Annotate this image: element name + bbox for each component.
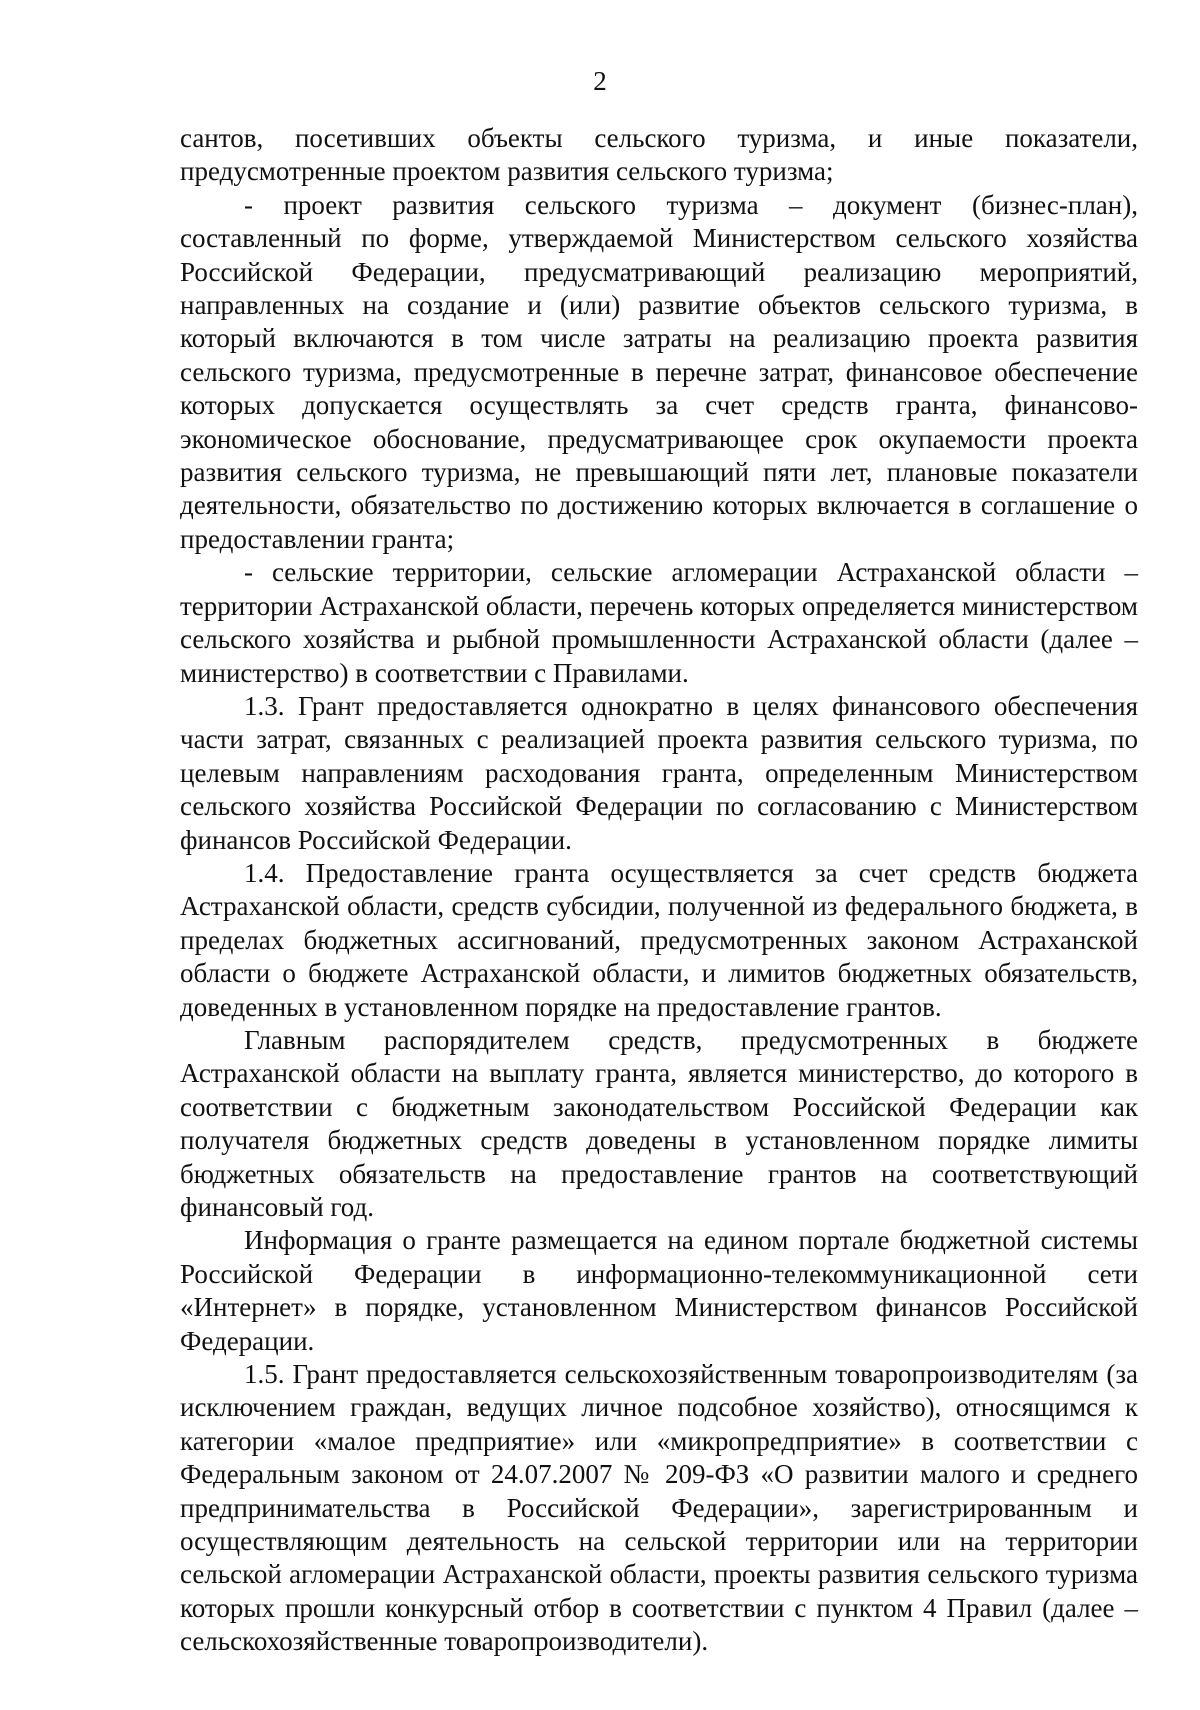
document-body: [180, 122, 1138, 1659]
page-number: 2: [593, 66, 607, 96]
paragraph-continuation: сантов, посетивших объекты сельского туризма, и иные показатели, предусмотренные проектом развития сельского туризма;: [180, 123, 1138, 187]
paragraph-rural-territories-definition: - сельские территории, сельские агломерации Астраханской области – территории Астраханской области, перечень которых определяется министерством сельского хозяйства и рыбной промышленности Астраханской области (далее – министерство) в соответствии с Правилами.: [180, 557, 1138, 688]
paragraph-project-definition: - проект развития сельского туризма – документ (бизнес-план), составленный по форме, утверждаемой Министерством сельского хозяйства Российской Федерации, предусматривающий реализацию мероприятий, направленных на создание и (или) развитие объектов сельского туризма, в который включаются в том числе затраты на реализацию проекта развития сельского туризма, предусмотренные в перечне затрат, финансовое обеспечение которых допускается осуществлять за счет средств гранта, финансово-экономическое обоснование, предусматривающее срок окупаемости проекта развития сельского туризма, не превышающий пяти лет, плановые показатели деятельности, обязательство по достижению которых включается в соглашение о предоставлении гранта;: [180, 189, 1138, 554]
paragraph-grant-information: Информация о гранте размещается на едином портале бюджетной системы Российской Федерации в информационно-телекоммуникационной сети «Интернет» в порядке, установленном Министерством финансов Российской Федерации.: [180, 1225, 1138, 1356]
paragraph-clause-1-3: 1.3. Грант предоставляется однократно в целях финансового обеспечения части затрат, связанных с реализацией проекта развития сельского туризма, по целевым направлениям расходования гранта, определенным Министерством сельского хозяйства Российской Федерации по согласованию с Министерством финансов Российской Федерации.: [180, 690, 1138, 855]
paragraph-clause-1-4: 1.4. Предоставление гранта осуществляется за счет средств бюджета Астраханской области, средств субсидии, полученной из федерального бюджета, в пределах бюджетных ассигнований, предусмотренных законом Астраханской области о бюджете Астраханской области, и лимитов бюджетных обязательств, доведенных в установленном порядке на предоставление грантов.: [180, 857, 1138, 1022]
paragraph-clause-1-5: 1.5. Грант предоставляется сельскохозяйственным товаропроизводителям (за исключением граждан, ведущих личное подсобное хозяйство), относящимся к категории «малое предприятие» или «микропредприятие» в соответствии с Федеральным законом от 24.07.2007 № 209-ФЗ «О развитии малого и среднего предпринимательства в Российской Федерации», зарегистрированным и осуществляющим деятельность на сельской территории или на территории сельской агломерации Астраханской области, проекты развития сельского туризма которых прошли конкурсный отбор в соответствии с пунктом 4 Правил (далее – сельскохозяйственные товаропроизводители).: [180, 1359, 1138, 1657]
paragraph-main-administrator: Главным распорядителем средств, предусмотренных в бюджете Астраханской области на выплату гранта, является министерство, до которого в соответствии с бюджетным законодательством Российской Федерации как получателя бюджетных средств доведены в установленном порядке лимиты бюджетных обязательств на предоставление грантов на соответствующий финансовый год.: [180, 1024, 1138, 1222]
